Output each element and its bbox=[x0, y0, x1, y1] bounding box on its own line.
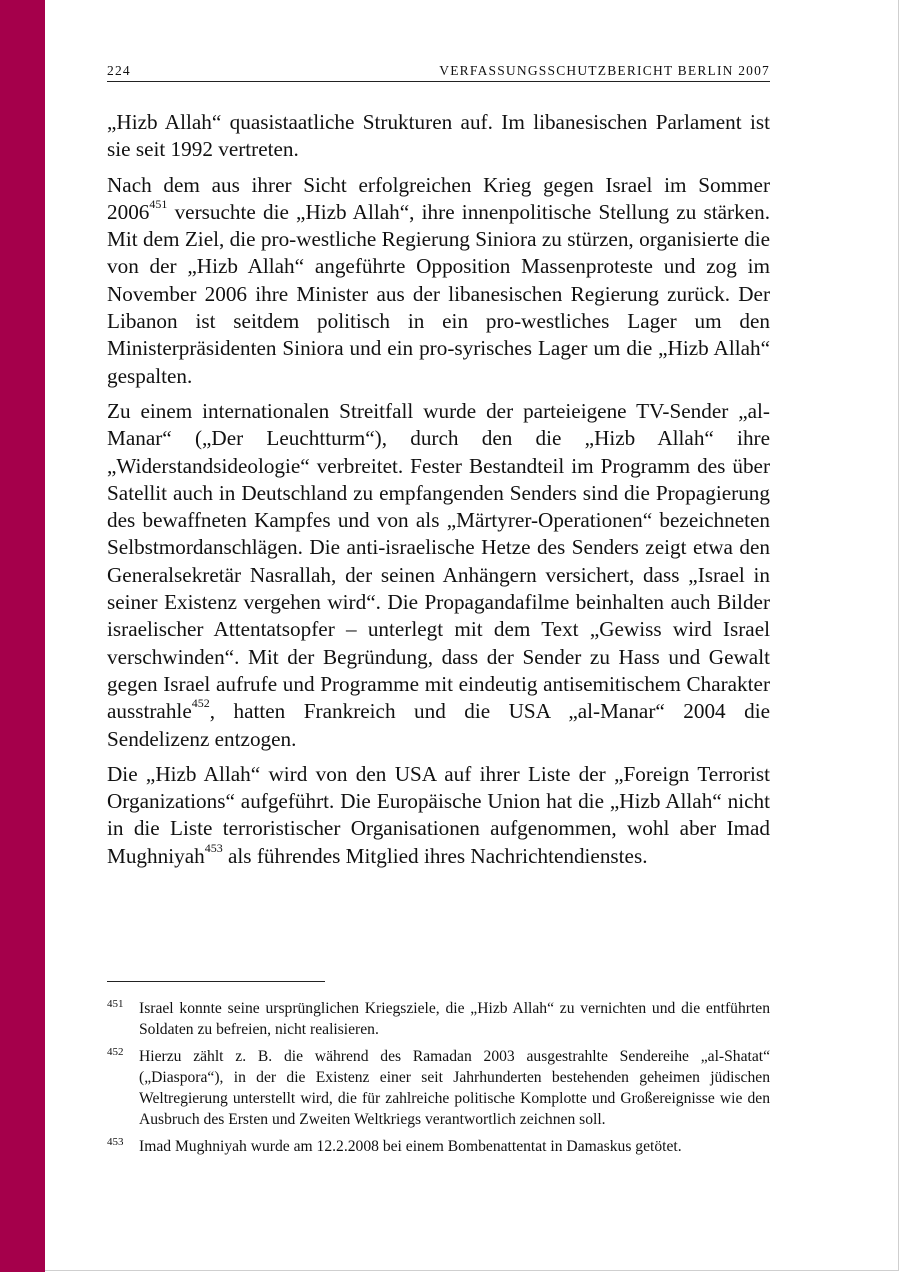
footnote-text: Hierzu zählt z. B. die während des Ramadan 2003 ausgestrahlte Sendereihe „al-Shatat“ („Diaspora“), in der die Existenz einer seit Jahrhunderten bestehenden geheimen jüdischen Weltregierung unterstellt wird, die für zahlreiche politische Komplotte und Großereignisse wie den Ausbruch des Ersten und Zweiten Weltkriegs verantwortlich zeichnen soll. bbox=[139, 1048, 770, 1128]
footnote-text: Imad Mughniyah wurde am 12.2.2008 bei einem Bombenattentat in Damaskus getötet. bbox=[139, 1138, 682, 1155]
footnote-reference[interactable]: 453 bbox=[204, 840, 223, 855]
running-title: VERFASSUNGSSCHUTZBERICHT BERLIN 2007 bbox=[439, 63, 770, 78]
footnote-number: 451 bbox=[107, 998, 124, 1010]
paragraph: Die „Hizb Allah“ wird von den USA auf ihrer Liste der „Foreign Terrorist Organizations“ aufgeführt. Die Europäische Union hat die „Hizb Allah“ nicht in die Liste terroristischer Organisationen aufgenommen, wohl aber Imad Mughniyah$^{453}$ als führendes Mitglied ihres Nachrichtendienstes. bbox=[107, 761, 770, 868]
paragraph: Nach dem aus ihrer Sicht erfolgreichen Krieg gegen Israel im Sommer 2006$^{451}$ versuchte die „Hizb Allah“, ihre innenpolitische Stellung zu stärken. Mit dem Ziel, die pro-westliche Regierung Siniora zu stürzen, organisierte die von der „Hizb Allah“ angeführte Opposition Massenproteste und zog im November 2006 ihre Minister aus der libanesischen Regierung zurück. Der Libanon ist seitdem politisch in ein pro-westliches Lager um den Ministerpräsidenten Siniora und ein pro-syrisches Lager um die „Hizb Allah“ gespalten. bbox=[107, 172, 770, 388]
footnote-number: 453 bbox=[107, 1136, 124, 1148]
page-number: 224 bbox=[107, 63, 131, 78]
side-color-bar bbox=[0, 0, 45, 1272]
footnote bbox=[107, 998, 770, 1040]
footnote-text: Israel konnte seine ursprünglichen Kriegsziele, die „Hizb Allah“ zu vernichten und die entführten Soldaten zu befreien, nicht realisieren. bbox=[139, 1000, 770, 1038]
running-header bbox=[107, 63, 770, 82]
footnote-separator bbox=[107, 981, 325, 982]
footnote bbox=[107, 1136, 770, 1157]
footnotes bbox=[107, 998, 770, 1163]
footnote-reference[interactable]: 451 bbox=[149, 196, 168, 211]
footnote-number: 452 bbox=[107, 1046, 124, 1058]
body-text bbox=[107, 109, 770, 878]
footnote-reference[interactable]: 452 bbox=[191, 696, 210, 711]
paragraph: Zu einem internationalen Streitfall wurde der parteieigene TV-Sender „al-Manar“ („Der Leuchtturm“), durch den die „Hizb Allah“ ihre „Widerstandsideologie“ verbreitet. Fester Bestandteil im Programm des über Satellit auch in Deutschland zu empfangenden Senders sind die Propagierung des bewaffneten Kampfes und von als „Märtyrer-Operationen“ bezeichneten Selbstmordanschlägen. Die anti-israelische Hetze des Senders zeigt etwa den Generalsekretär Nasrallah, der seinen Anhängern versichert, dass „Israel in seiner Existenz vergehen wird“. Die Propagandafilme beinhalten auch Bilder israelischer Attentatsopfer – unterlegt mit dem Text „Gewiss wird Israel verschwinden“. Mit der Begründung, dass der Sender zu Hass und Gewalt gegen Israel aufrufe und Programme mit eindeutig antisemitischem Charakter ausstrahle$^{452}$, hatten Frankreich und die USA „al-Manar“ 2004 die Sendelizenz entzogen. bbox=[107, 398, 770, 751]
footnote bbox=[107, 1046, 770, 1130]
paragraph: „Hizb Allah“ quasistaatliche Strukturen auf. Im libanesischen Parlament ist sie seit 1992 vertreten. bbox=[107, 110, 770, 162]
